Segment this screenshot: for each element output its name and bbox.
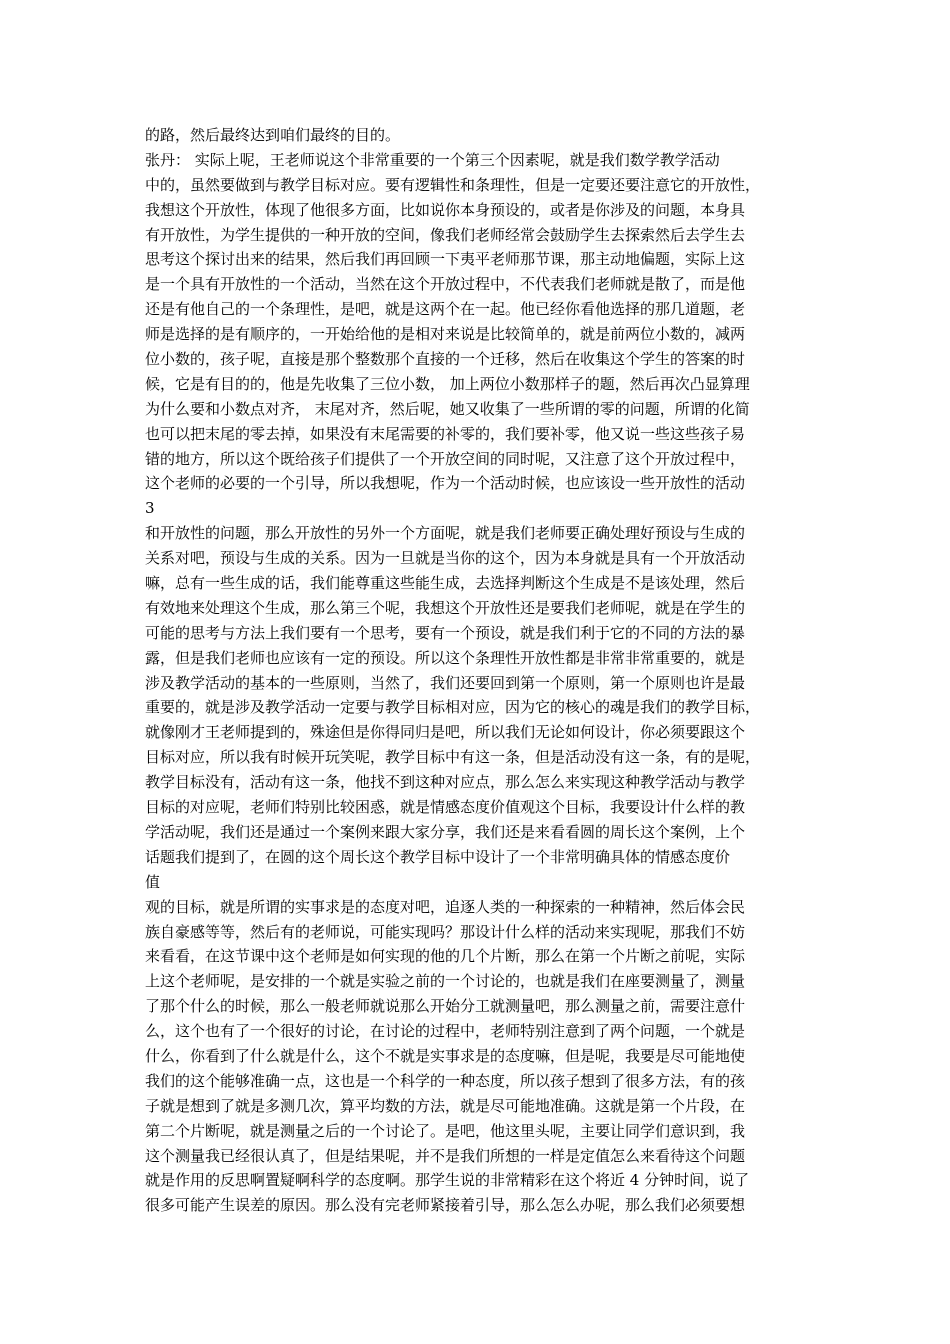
text-line: 目标的对应呢，老师们特别比较困惑，就是情感态度价值观这个目标，我要设计什么样的教 [145,798,746,817]
text-line: 思考这个探讨出来的结果，然后我们再回顾一下夷平老师那节课，那主动地偏题，实际上这 [145,250,746,269]
text-line: 子就是想到了就是多测几次，算平均数的方法，就是尽可能地准确。这就是第一个片段，在 [145,1096,746,1115]
text-line: 和开放性的问题，那么开放性的另外一个方面呢，就是我们老师要正确处理好预设与生成的 [145,524,746,543]
text-line: 为什么要和小数点对齐， 末尾对齐，然后呢，她又收集了一些所谓的零的问题，所谓的化简 [145,399,750,418]
text-line: 就是作用的反思啊置疑啊科学的态度啊。那学生说的非常精彩在这个将近 4 分钟时间，说了 [145,1171,750,1190]
text-line: 值 [145,872,161,891]
text-line: 族自豪感等等，然后有的老师说，可能实现吗？那设计什么样的活动来实现呢，那我们不妨 [145,922,746,941]
text-line: 话题我们提到了，在圆的这个周长这个教学目标中设计了一个非常明确具体的情感态度价 [145,847,731,866]
text-line: 师是选择的是有顺序的，一开始给他的是相对来说是比较简单的，就是前两位小数的，减两 [145,325,746,344]
text-line: 教学目标没有，活动有这一条，他找不到这种对应点，那么怎么来实现这种教学活动与教学 [145,773,746,792]
text-line: 有效地来处理这个生成，那么第三个呢，我想这个开放性还是要我们老师呢，就是在学生的 [145,598,746,617]
text-line: 露，但是我们老师也应该有一定的预设。所以这个条理性开放性都是非常非常重要的，就是 [145,648,746,667]
text-line: 重要的，就是涉及教学活动一定要与教学目标相对应，因为它的核心的魂是我们的教学目标， [145,698,761,717]
text-line: 3 [145,499,155,518]
text-line: 很多可能产生误差的原因。那么没有完老师紧接着引导，那么怎么办呢，那么我们必须要想 [145,1196,746,1215]
text-line: 这个测量我已经很认真了，但是结果呢，并不是我们所想的一样是定值怎么来看待这个问题 [145,1146,746,1165]
text-line: 还是有他自己的一个条理性，是吧，就是这两个在一起。他已经你看他选择的那几道题，老 [145,300,746,319]
text-line: 错的地方，所以这个既给孩子们提供了一个开放空间的同时呢，又注意了这个开放过程中， [145,449,746,468]
text-line: 我们的这个能够准确一点，这也是一个科学的一种态度，所以孩子想到了很多方法，有的孩 [145,1071,746,1090]
text-line: 了那个什么的时候，那么一般老师就说那么开始分工就测量吧，那么测量之前，需要注意什 [145,997,746,1016]
text-line: 的路，然后最终达到咱们最终的目的。 [145,126,401,144]
text-line: 就像刚才王老师提到的，殊途但是你得同归是吧，所以我们无论如何设计，你必须要跟这个 [145,723,746,742]
text-line: 什么，你看到了什么就是什么，这个不就是实事求是的态度嘛，但是呢，我要是尽可能地使 [145,1046,746,1065]
text-line: 位小数的，孩子呢，直接是那个整数那个直接的一个迁移，然后在收集这个学生的答案的时 [145,350,746,369]
document-body-text [145,123,825,1218]
text-line: 么，这个也有了一个很好的讨论，在讨论的过程中，老师特别注意到了两个问题，一个就是 [145,1022,746,1041]
text-line: 涉及教学活动的基本的一些原则，当然了，我们还要回到第一个原则，第一个原则也许是最 [145,673,746,692]
text-line: 中的，虽然要做到与教学目标对应。要有逻辑性和条理性，但是一定要还要注意它的开放性， [145,175,761,194]
text-line: 候，它是有目的的，他是先收集了三位小数， 加上两位小数那样子的题，然后再次凸显算理 [145,374,750,393]
text-line: 第二个片断呢，就是测量之后的一个讨论了。是吧，他这里头呢，主要让同学们意识到，我 [145,1121,746,1140]
text-line: 学活动呢，我们还是通过一个案例来跟大家分享，我们还是来看看圆的周长这个案例，上个 [145,822,746,841]
text-line: 这个老师的必要的一个引导，所以我想呢，作为一个活动时候，也应该设一些开放性的活动 [145,474,746,493]
text-line: 目标对应，所以我有时候开玩笑呢，教学目标中有这一条，但是活动没有这一条，有的是呢， [145,748,761,767]
text-line: 有开放性，为学生提供的一种开放的空间，像我们老师经常会鼓励学生去探索然后去学生去 [145,225,746,244]
text-line: 张丹： 实际上呢，王老师说这个非常重要的一个第三个因素呢，就是我们数学教学活动 [145,150,720,169]
text-line: 我想这个开放性，体现了他很多方面，比如说你本身预设的，或者是你涉及的问题，本身具 [145,200,746,219]
text-line: 来看看，在这节课中这个老师是如何实现的他的几个片断，那么在第一个片断之前呢，实际 [145,947,746,966]
text-line: 关系对吧，预设与生成的关系。因为一旦就是当你的这个，因为本身就是具有一个开放活动 [145,549,746,568]
text-line: 嘛，总有一些生成的话，我们能尊重这些能生成，去选择判断这个生成是不是该处理，然后 [145,574,746,593]
text-line: 也可以把末尾的零去掉，如果没有末尾需要的补零的，我们要补零，他又说一些这些孩子易 [145,424,746,443]
text-line: 是一个具有开放性的一个活动，当然在这个开放过程中，不代表我们老师就是散了，而是他 [145,275,746,294]
text-line: 上这个老师呢，是安排的一个就是实验之前的一个讨论的，也就是我们在座要测量了，测量 [145,972,746,991]
text-line: 可能的思考与方法上我们要有一个思考，要有一个预设，就是我们利于它的不同的方法的暴 [145,623,746,642]
text-line: 观的目标，就是所谓的实事求是的态度对吧，追逐人类的一种探索的一种精神，然后体会民 [145,897,746,916]
